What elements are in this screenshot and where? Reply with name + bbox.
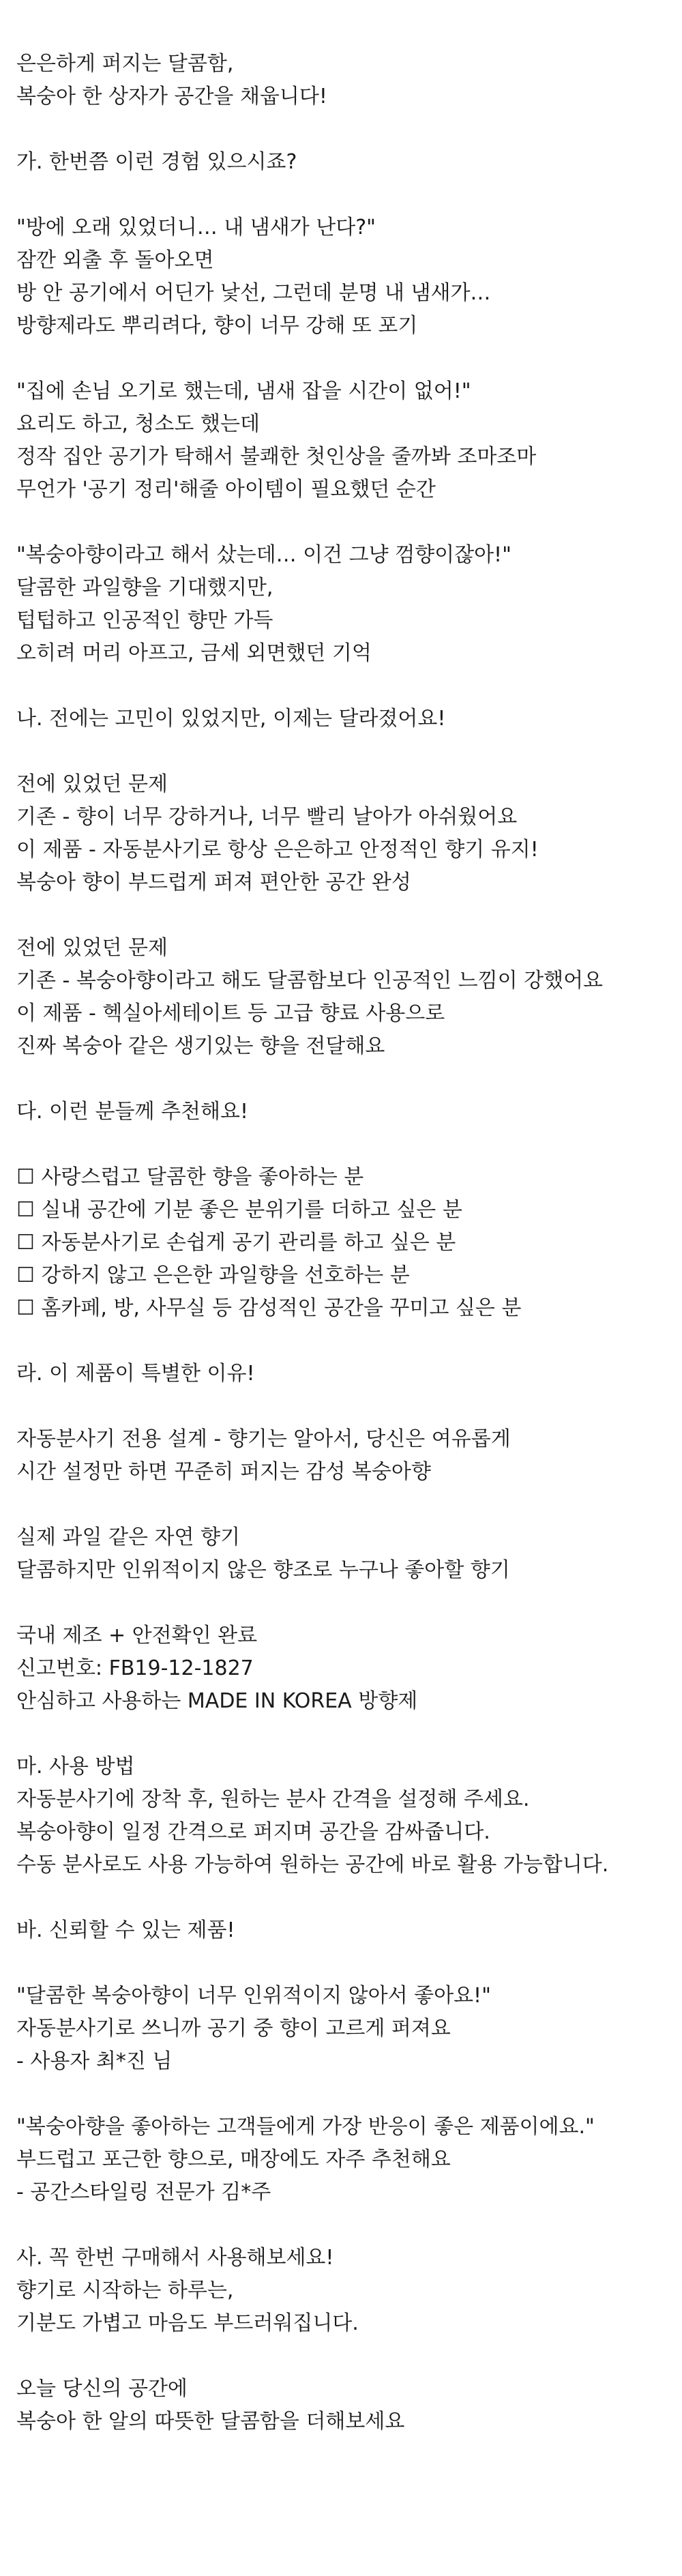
text-paragraph xyxy=(16,1161,666,1325)
text-line: 부드럽고 포근한 향으로, 매장에도 자주 추천해요 xyxy=(16,2148,451,2171)
text-line: 오늘 당신의 공간에 xyxy=(16,2377,188,2401)
text-line: 잠깐 외출 후 돌아오면 xyxy=(16,248,214,272)
text-line: 가. 한번쯤 이런 경험 있으시죠? xyxy=(16,150,297,174)
text-line: ☐ 홈카페, 방, 사무실 등 감성적인 공간을 꾸미고 싶은 분 xyxy=(16,1296,522,1320)
text-line: - 공간스타일링 전문가 김*주 xyxy=(16,2180,271,2204)
text-line: 라. 이 제품이 특별한 이유! xyxy=(16,1362,255,1386)
text-paragraph xyxy=(16,375,666,506)
text-line: 기존 - 향이 너무 강하거나, 너무 빨리 날아가 아쉬웠어요 xyxy=(16,805,518,829)
text-line: 안심하고 사용하는 MADE IN KOREA 방향제 xyxy=(16,1689,418,1713)
text-line: "달콤한 복숭아향이 너무 인위적이지 않아서 좋아요!" xyxy=(16,1984,491,2008)
text-line: 자동분사기 전용 설계 - 향기는 알아서, 당신은 여유롭게 xyxy=(16,1427,511,1451)
text-line: 텁텁하고 인공적인 향만 가득 xyxy=(16,609,273,632)
text-line: ☐ 자동분사기로 손쉽게 공기 관리를 하고 싶은 분 xyxy=(16,1231,456,1255)
text-line: "방에 오래 있었더니… 내 냄새가 난다?" xyxy=(16,216,376,239)
text-paragraph xyxy=(16,768,666,899)
text-paragraph xyxy=(16,48,666,113)
text-line: 신고번호: FB19-12-1827 xyxy=(16,1656,254,1680)
text-paragraph xyxy=(16,2111,666,2209)
text-paragraph xyxy=(16,1980,666,2078)
text-line: 복숭아 한 상자가 공간을 채웁니다! xyxy=(16,85,327,108)
text-line: 전에 있었던 문제 xyxy=(16,936,168,960)
text-paragraph xyxy=(16,932,666,1063)
text-line: 달콤하지만 인위적이지 않은 향조로 누구나 좋아할 향기 xyxy=(16,1558,510,1582)
text-line: 은은하게 퍼지는 달콤함, xyxy=(16,52,234,76)
text-line: 복숭아 한 알의 따뜻한 달콤함을 더해보세요 xyxy=(16,2410,405,2433)
text-paragraph xyxy=(16,1423,666,1489)
text-paragraph xyxy=(16,1751,666,1882)
text-line: 시간 설정만 하면 꾸준히 퍼지는 감성 복숭아향 xyxy=(16,1460,431,1484)
text-line: 나. 전에는 고민이 있었지만, 이제는 달라졌어요! xyxy=(16,707,446,731)
text-line: ☐ 실내 공간에 기분 좋은 분위기를 더하고 싶은 분 xyxy=(16,1198,462,1222)
text-line: 방향제라도 뿌리려다, 향이 너무 강해 또 포기 xyxy=(16,314,418,338)
text-line: "복숭아향을 좋아하는 고객들에게 가장 반응이 좋은 제품이에요." xyxy=(16,2115,595,2139)
text-line: 향기로 시작하는 하루는, xyxy=(16,2279,234,2302)
text-line: 진짜 복숭아 같은 생기있는 향을 전달해요 xyxy=(16,1034,385,1058)
text-line: 무언가 '공기 정리'해줄 아이템이 필요했던 순간 xyxy=(16,478,436,501)
text-line: 기분도 가볍고 마음도 부드러워집니다. xyxy=(16,2311,359,2335)
text-line: 복숭아향이 일정 간격으로 퍼지며 공간을 감싸줍니다. xyxy=(16,1820,490,1844)
text-paragraph xyxy=(16,539,666,670)
text-paragraph xyxy=(16,703,666,735)
text-paragraph xyxy=(16,1521,666,1587)
text-line: 이 제품 - 자동분사기로 항상 은은하고 안정적인 향기 유지! xyxy=(16,838,539,862)
text-line: 실제 과일 같은 자연 향기 xyxy=(16,1525,240,1549)
text-line: ☐ 사랑스럽고 달콤한 향을 좋아하는 분 xyxy=(16,1165,364,1189)
text-line: 수동 분사로도 사용 가능하여 원하는 공간에 바로 활용 가능합니다. xyxy=(16,1853,609,1877)
text-line: - 사용자 최*진 님 xyxy=(16,2049,173,2073)
text-paragraph xyxy=(16,2373,666,2438)
text-line: 방 안 공기에서 어딘가 낯선, 그런데 분명 내 냄새가… xyxy=(16,281,491,305)
text-line: 바. 신뢰할 수 있는 제품! xyxy=(16,1918,235,1942)
text-line: 사. 꼭 한번 구매해서 사용해보세요! xyxy=(16,2246,334,2270)
text-line: 이 제품 - 헥실아세테이트 등 고급 향료 사용으로 xyxy=(16,1001,445,1025)
text-line: ☐ 강하지 않고 은은한 과일향을 선호하는 분 xyxy=(16,1263,410,1287)
text-line: 다. 이런 분들께 추천해요! xyxy=(16,1100,248,1124)
text-line: "복숭아향이라고 해서 샀는데… 이건 그냥 껌향이잖아!" xyxy=(16,543,512,567)
text-line: 오히려 머리 아프고, 금세 외면했던 기억 xyxy=(16,641,372,665)
text-line: 달콤한 과일향을 기대했지만, xyxy=(16,576,273,600)
text-line: 마. 사용 방법 xyxy=(16,1755,135,1779)
text-paragraph xyxy=(16,2242,666,2340)
text-line: 자동분사기에 장착 후, 원하는 분사 간격을 설정해 주세요. xyxy=(16,1787,530,1811)
text-paragraph xyxy=(16,1358,666,1390)
text-line: 전에 있었던 문제 xyxy=(16,772,168,796)
text-line: 국내 제조 + 안전확인 완료 xyxy=(16,1624,258,1648)
text-line: 자동분사기로 쓰니까 공기 중 향이 고르게 퍼져요 xyxy=(16,2017,451,2040)
text-paragraph xyxy=(16,1620,666,1718)
text-paragraph xyxy=(16,146,666,179)
text-paragraph xyxy=(16,1096,666,1128)
text-line: 복숭아 향이 부드럽게 퍼져 편안한 공간 완성 xyxy=(16,870,411,894)
text-paragraph xyxy=(16,1914,666,1947)
text-line: 요리도 하고, 청소도 했는데 xyxy=(16,412,260,436)
text-paragraph xyxy=(16,211,666,342)
text-line: 기존 - 복숭아향이라고 해도 달콤함보다 인공적인 느낌이 강했어요 xyxy=(16,969,604,993)
text-line: "집에 손님 오기로 했는데, 냄새 잡을 시간이 없어!" xyxy=(16,379,471,403)
text-line: 정작 집안 공기가 탁해서 불쾌한 첫인상을 줄까봐 조마조마 xyxy=(16,445,537,469)
